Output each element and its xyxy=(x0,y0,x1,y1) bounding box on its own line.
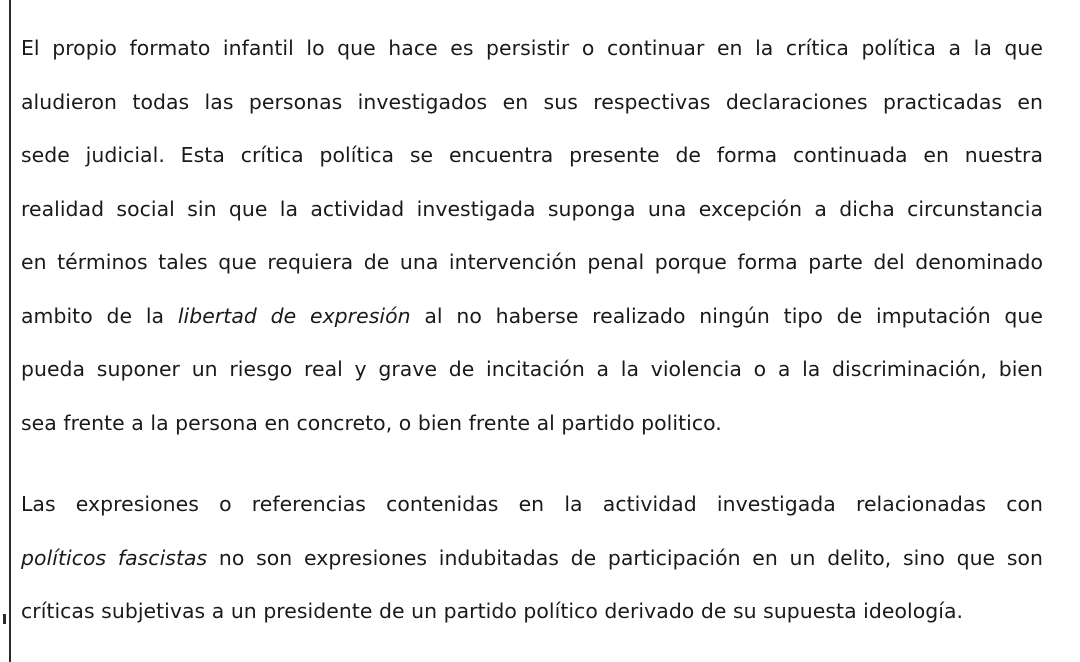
paragraph-2-line-3: críticas subjetivas a un presidente de un partido político derivado de su supuesta ideología. xyxy=(21,599,964,623)
line-2-end-text: no son expresiones indubitadas de participación en un delito, sino que son xyxy=(207,545,1044,570)
paragraph-1 xyxy=(21,22,1043,450)
italic-phrase-politicos: políticos fascistas xyxy=(21,545,208,570)
left-margin-rule xyxy=(9,0,11,662)
paragraph-2-line-1: Las expresiones o referencias contenidas en la actividad investigada relacionadas con xyxy=(21,492,1043,516)
document-body xyxy=(21,22,1043,639)
margin-tick-mark xyxy=(3,614,6,624)
paragraph-1-line-5: en términos tales que requiera de una intervención penal porque forma parte del denominado xyxy=(21,250,1043,274)
paragraph-1-line-4: realidad social sin que la actividad investigada suponga una excepción a dicha circunstancia xyxy=(21,196,1043,221)
italic-phrase-libertad: libertad de expresión xyxy=(177,303,411,328)
paragraph-1-line-2: aludieron todas las personas investigados en sus respectivas declaraciones practicadas en xyxy=(21,89,1043,114)
line-6-end-text: al no haberse realizado ningún tipo de imputación que xyxy=(410,303,1043,328)
paragraph-1-line-1: El propio formato infantil lo que hace es persistir o continuar en la crítica política a la que xyxy=(21,36,1043,60)
line-6-start-text: ambito de la xyxy=(21,303,178,328)
paragraph-1-line-8: sea frente a la persona en concreto, o bien frente al partido politico. xyxy=(21,410,722,435)
paragraph-1-line-7: pueda suponer un riesgo real y grave de incitación a la violencia o a la discriminación, bien xyxy=(21,357,1043,381)
paragraph-2-line-2 xyxy=(21,532,1043,586)
paragraph-1-line-6 xyxy=(21,290,1043,344)
paragraph-1-line-3: sede judicial. Esta crítica política se encuentra presente de forma continuada en nuestra xyxy=(21,143,1043,167)
paragraph-2 xyxy=(21,478,1043,639)
